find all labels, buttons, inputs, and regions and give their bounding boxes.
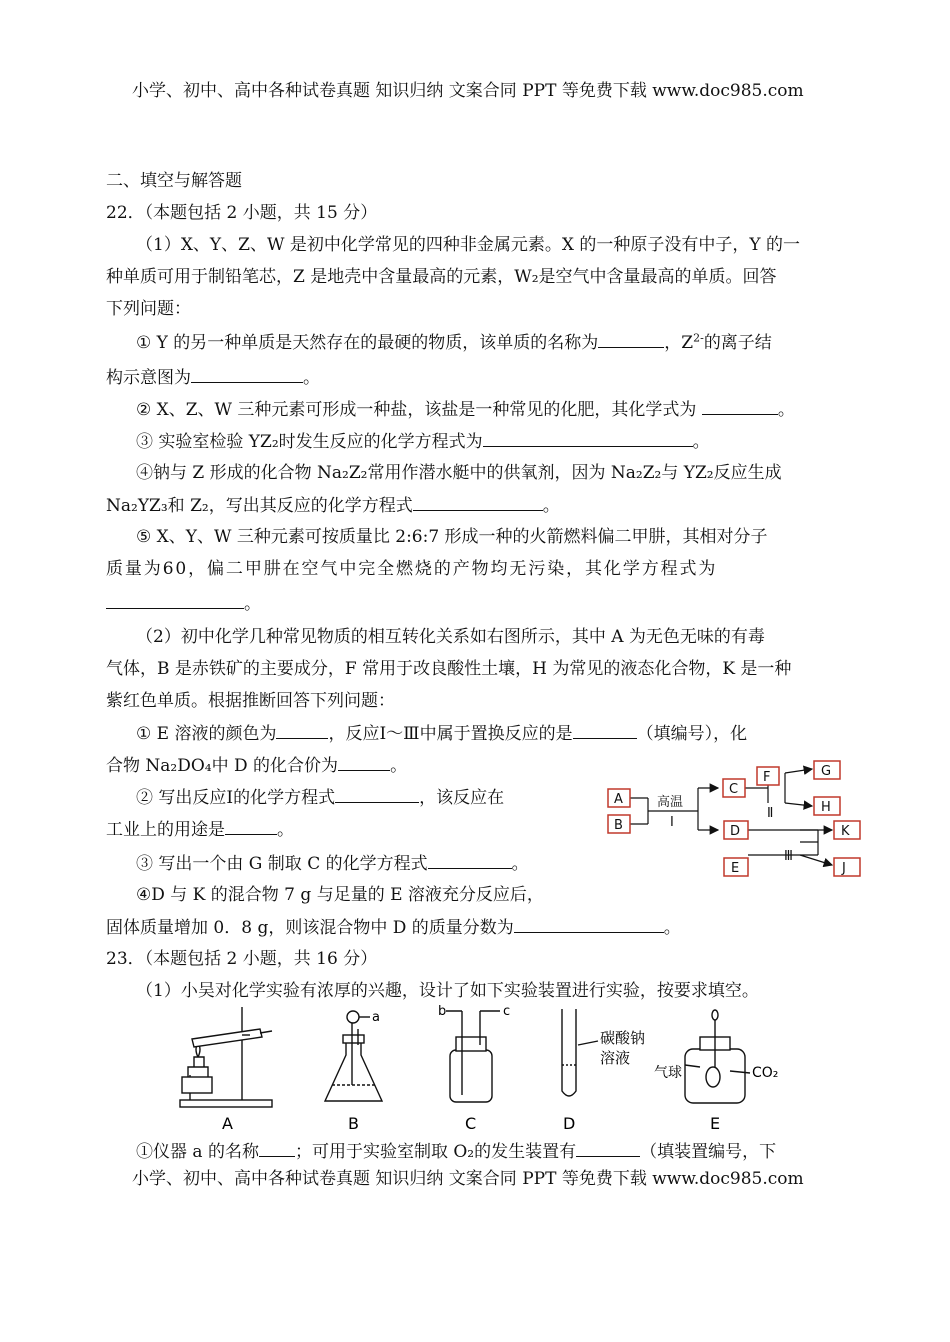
q22-item4-line1: ④钠与 Z 形成的化合物 Na₂Z₂常用作潜水艇中的供氧剂，因为 Na₂Z₂与 YZ₂反应生成 [136,463,782,483]
svg-text:溶液: 溶液 [600,1049,631,1067]
svg-text:G: G [821,764,832,779]
reaction-2-label: Ⅱ [767,806,774,821]
answer-blank[interactable] [598,331,664,348]
answer-blank[interactable] [413,494,543,511]
apparatus-figure [170,1005,790,1135]
answer-blank[interactable] [276,722,328,739]
q22-p2-line1: （2）初中化学几种常见物质的相互转化关系如右图所示，其中 A 为无色无味的有毒 [136,627,765,647]
q22-p1-line1: （1）X、Y、Z、W 是初中化学常见的四种非金属元素。X 的一种原子没有中子，Y 的一 [136,235,800,255]
svg-text:碳酸钠: 碳酸钠 [600,1029,646,1047]
node-G [814,761,840,779]
apparatus-C [446,1011,500,1102]
reaction-diagram [600,755,865,880]
apparatus-label-D: D [563,1114,576,1133]
q22-item4-line2: Na₂YZ₃和 Z₂，写出其反应的化学方程式 。 [106,496,560,516]
reaction-3-label: Ⅲ [784,849,793,864]
q22-p2-line3: 紫红色单质。根据推断回答下列问题： [106,691,395,711]
reaction-condition: 高温 [657,795,684,810]
svg-text:B: B [614,818,623,833]
q22-item5-line3: 。 [106,592,261,615]
node-E [724,858,748,876]
svg-text:气球: 气球 [654,1065,682,1081]
node-K [834,821,860,839]
svg-text:J: J [842,861,846,876]
svg-text:D: D [730,824,741,839]
node-A [608,789,630,807]
answer-blank[interactable] [335,786,419,803]
svg-text:a: a [372,1010,380,1025]
apparatus-D [562,1009,598,1096]
svg-text:C: C [729,782,739,797]
q22-head: 22．（本题包括 2 小题，共 15 分） [106,203,378,223]
answer-blank[interactable] [428,852,512,869]
svg-text:K: K [841,824,850,839]
apparatus-label-B: B [348,1114,359,1133]
q22-p1-line2: 种单质可用于制铅笔芯，Z 是地壳中含量最高的元素，W₂是空气中含量最高的单质。回答 [106,267,777,287]
q23-head: 23．（本题包括 2 小题，共 16 分） [106,949,378,969]
q22-item1-line2: 构示意图为 。 [106,368,320,388]
q22-item2: ② X、Z、W 三种元素可形成一种盐，该盐是一种常见的化肥，其化学式为 。 [136,400,795,420]
reaction-1-label: Ⅰ [670,815,674,830]
node-F [757,767,779,785]
section-title: 二、填空与解答题 [106,171,242,191]
q22-sub2-line1: ② 写出反应Ⅰ的化学方程式 ，该反应在 [136,788,505,808]
q22-sub2-line2: 工业上的用途是 。 [106,820,294,840]
q23-p1: （1）小吴对化学实验有浓厚的兴趣，设计了如下实验装置进行实验，按要求填空。 [136,981,759,1001]
svg-text:E: E [731,861,740,876]
apparatus-label-E: E [710,1114,721,1133]
q22-item5-line1: ⑤ X、Y、W 三种元素可按质量比 2:6:7 形成一种的火箭燃料偏二甲肼，其相对分子 [136,527,768,547]
node-B [608,815,630,833]
q22-sub3: ③ 写出一个由 G 制取 C 的化学方程式 。 [136,854,529,874]
node-H [814,797,840,815]
svg-text:c: c [503,1005,511,1019]
answer-blank[interactable] [576,1140,640,1157]
q22-sub1-line1: ① E 溶液的颜色为 ，反应Ⅰ～Ⅲ中属于置换反应的是 （填编号），化 [136,724,748,744]
svg-text:H: H [821,800,831,815]
answer-blank[interactable] [573,722,637,739]
apparatus-E [685,1010,750,1103]
node-J [834,858,860,876]
answer-blank[interactable] [106,592,244,609]
answer-blank[interactable] [483,430,693,447]
page-header: 小学、初中、高中各种试卷真题 知识归纳 文案合同 PPT 等免费下载 www.doc985.com [132,81,804,101]
answer-blank[interactable] [514,916,664,933]
answer-blank[interactable] [225,818,277,835]
apparatus-label-C: C [465,1114,477,1133]
page-footer: 小学、初中、高中各种试卷真题 知识归纳 文案合同 PPT 等免费下载 www.doc985.com [132,1169,804,1189]
answer-blank[interactable] [702,398,778,415]
svg-text:CO₂: CO₂ [752,1065,779,1081]
q22-sub4-line1: ④D 与 K 的混合物 7 g 与足量的 E 溶液充分反应后， [136,885,544,905]
q22-item5-line2: 质量为60，偏二甲肼在空气中完全燃烧的产物均无污染，其化学方程式为 [106,559,718,579]
svg-text:b: b [438,1005,447,1019]
answer-blank[interactable] [191,366,303,383]
q22-sub4-line2: 固体质量增加 0．8 g，则该混合物中 D 的质量分数为 。 [106,918,681,938]
answer-blank[interactable] [338,754,390,771]
node-D [724,821,748,839]
q22-p2-line2: 气体，B 是赤铁矿的主要成分，F 常用于改良酸性土壤，H 为常见的液态化合物，K 是一种 [106,659,792,679]
q23-item1: ①仪器 a 的名称 ；可用于实验室制取 O₂的发生装置有 （填装置编号，下 [136,1142,777,1162]
svg-text:A: A [614,792,623,807]
answer-blank[interactable] [259,1140,295,1157]
node-C [723,779,745,797]
q22-item1-line1: ① Y 的另一种单质是天然存在的最硬的物质，该单质的名称为 ，$Z^{2-}$的离子结 [136,331,772,353]
apparatus-A [180,1007,272,1107]
apparatus-label-A: A [222,1114,233,1133]
q22-p1-line3: 下列问题： [106,299,191,319]
q22-sub1-line2: 合物 Na₂DO₄中 D 的化合价为 。 [106,756,408,776]
svg-text:F: F [763,770,771,785]
q22-item3: ③ 实验室检验 YZ₂时发生反应的化学方程式为 。 [136,432,710,452]
